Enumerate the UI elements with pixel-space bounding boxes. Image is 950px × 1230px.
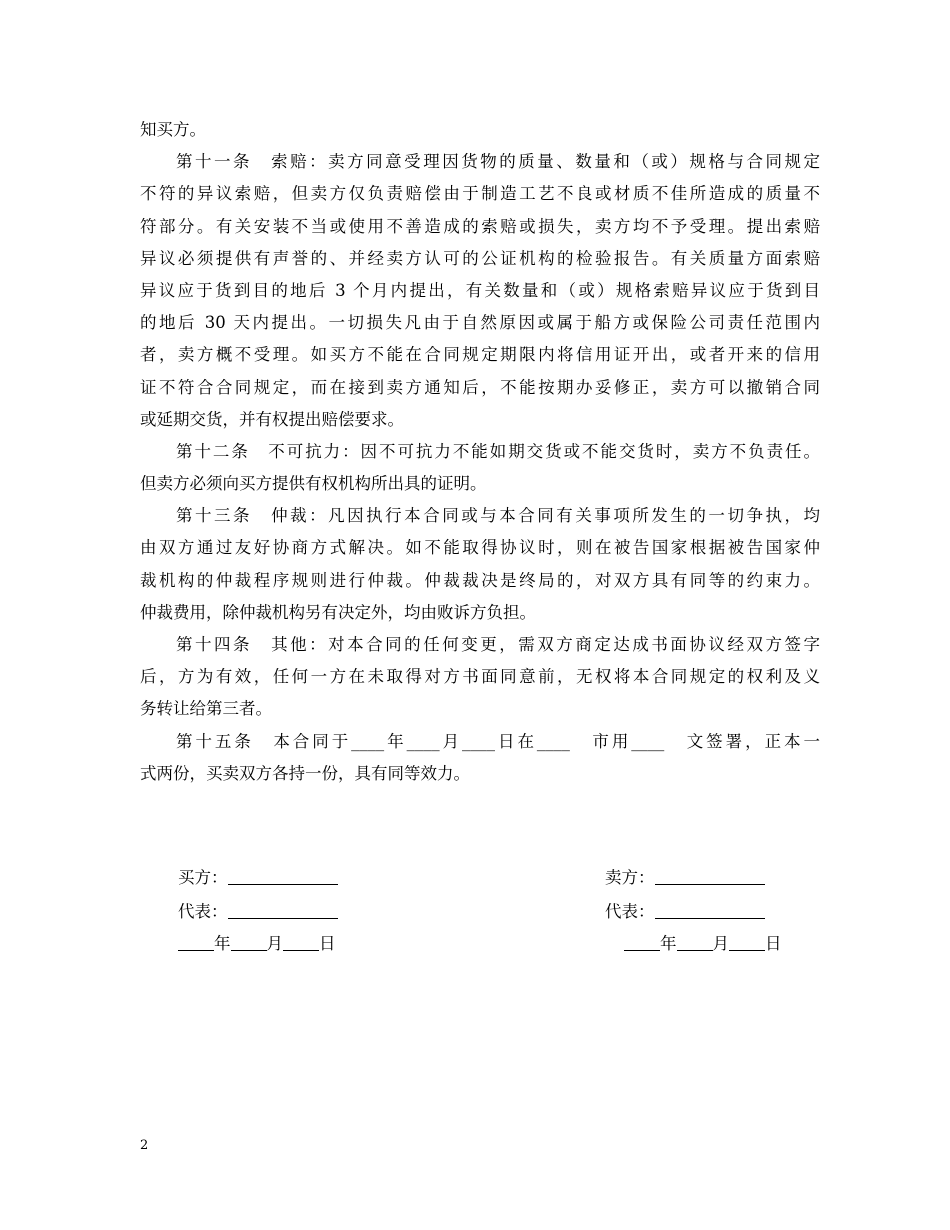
article-11-line: 不符的异议索赔，但卖方仅负责赔偿由于制造工艺不良或材质不佳所造成的质量不	[140, 184, 820, 204]
buyer-date-year: 年	[214, 934, 231, 953]
article-13-line: 第十三条 仲裁：凡因执行本合同或与本合同有关事项所发生的一切争执，均	[176, 506, 820, 526]
article-11-line: 异议应于货到目的地后 3 个月内提出，有关数量和（或）规格索赔异议应于货到目	[140, 280, 820, 300]
buyer-rep-line	[178, 900, 338, 924]
buyer-date-line	[178, 932, 336, 956]
article-15-line: 式两份，买卖双方各持一份，具有同等效力。	[140, 763, 470, 783]
article-11-line: 或延期交货，并有权提出赔偿要求。	[140, 409, 404, 429]
seller-signature-line	[605, 866, 765, 890]
contract-body	[140, 114, 820, 790]
buyer-signature-line	[178, 866, 338, 890]
article-14-line: 务转让给第三者。	[140, 699, 272, 719]
article-11-line: 第十一条 索赔：卖方同意受理因货物的质量、数量和（或）规格与合同规定	[176, 152, 820, 172]
buyer-rep-blank	[228, 902, 338, 919]
article-11-line: 的地后 30 天内提出。一切损失凡由于自然原因或属于船方或保险公司责任范围内	[140, 313, 820, 333]
seller-rep-blank	[655, 902, 765, 919]
seller-date-line	[624, 932, 782, 956]
seller-date-year: 年	[660, 934, 677, 953]
buyer-rep-label: 代表：	[178, 902, 228, 921]
seller-date-day: 日	[765, 934, 782, 953]
seller-date-month: 月	[712, 934, 729, 953]
article-13-line: 裁机构的仲裁程序规则进行仲裁。仲裁裁决是终局的，对双方具有同等的约束力。	[140, 570, 820, 590]
para-continued-line: 知买方。	[140, 120, 206, 139]
seller-blank	[655, 868, 765, 885]
buyer-blank	[228, 868, 338, 885]
page-number: 2	[140, 1138, 149, 1153]
article-11-line: 符部分。有关安装不当或使用不善造成的索赔或损失，卖方均不予受理。提出索赔	[140, 216, 820, 236]
article-12-line: 但卖方必须向买方提供有权机构所出具的证明。	[140, 474, 487, 494]
article-13-line: 仲裁费用，除仲裁机构另有决定外，均由败诉方负担。	[140, 602, 536, 622]
seller-rep-label: 代表：	[605, 902, 655, 921]
article-13-line: 由双方通过友好协商方式解决。如不能取得协议时，则在被告国家根据被告国家仲	[140, 538, 820, 558]
article-11-line: 证不符合合同规定，而在接到卖方通知后，不能按期办妥修正，卖方可以撤销合同	[140, 377, 820, 397]
buyer-label: 买方：	[178, 868, 228, 887]
article-14-line: 第十四条 其他：对本合同的任何变更，需双方商定达成书面协议经双方签字	[176, 635, 820, 654]
article-11-line: 异议必须提供有声誉的、并经卖方认可的公证机构的检验报告。有关质量方面索赔	[140, 248, 820, 268]
seller-rep-line	[605, 900, 765, 924]
article-14-line: 后，方为有效，任何一方在未取得对方书面同意前，无权将本合同规定的权利及义	[140, 667, 820, 687]
article-15-line: 第十五条 本合同于____年____月____日在____ 市用____ 文签署，正本一	[176, 731, 820, 751]
buyer-date-month: 月	[266, 934, 283, 953]
seller-label: 卖方：	[605, 868, 655, 887]
buyer-date-day: 日	[319, 934, 336, 953]
article-11-line: 者，卖方概不受理。如买方不能在合同规定期限内将信用证开出，或者开来的信用	[140, 345, 820, 365]
article-12-line: 第十二条 不可抗力：因不可抗力不能如期交货或不能交货时，卖方不负责任。	[176, 441, 820, 461]
